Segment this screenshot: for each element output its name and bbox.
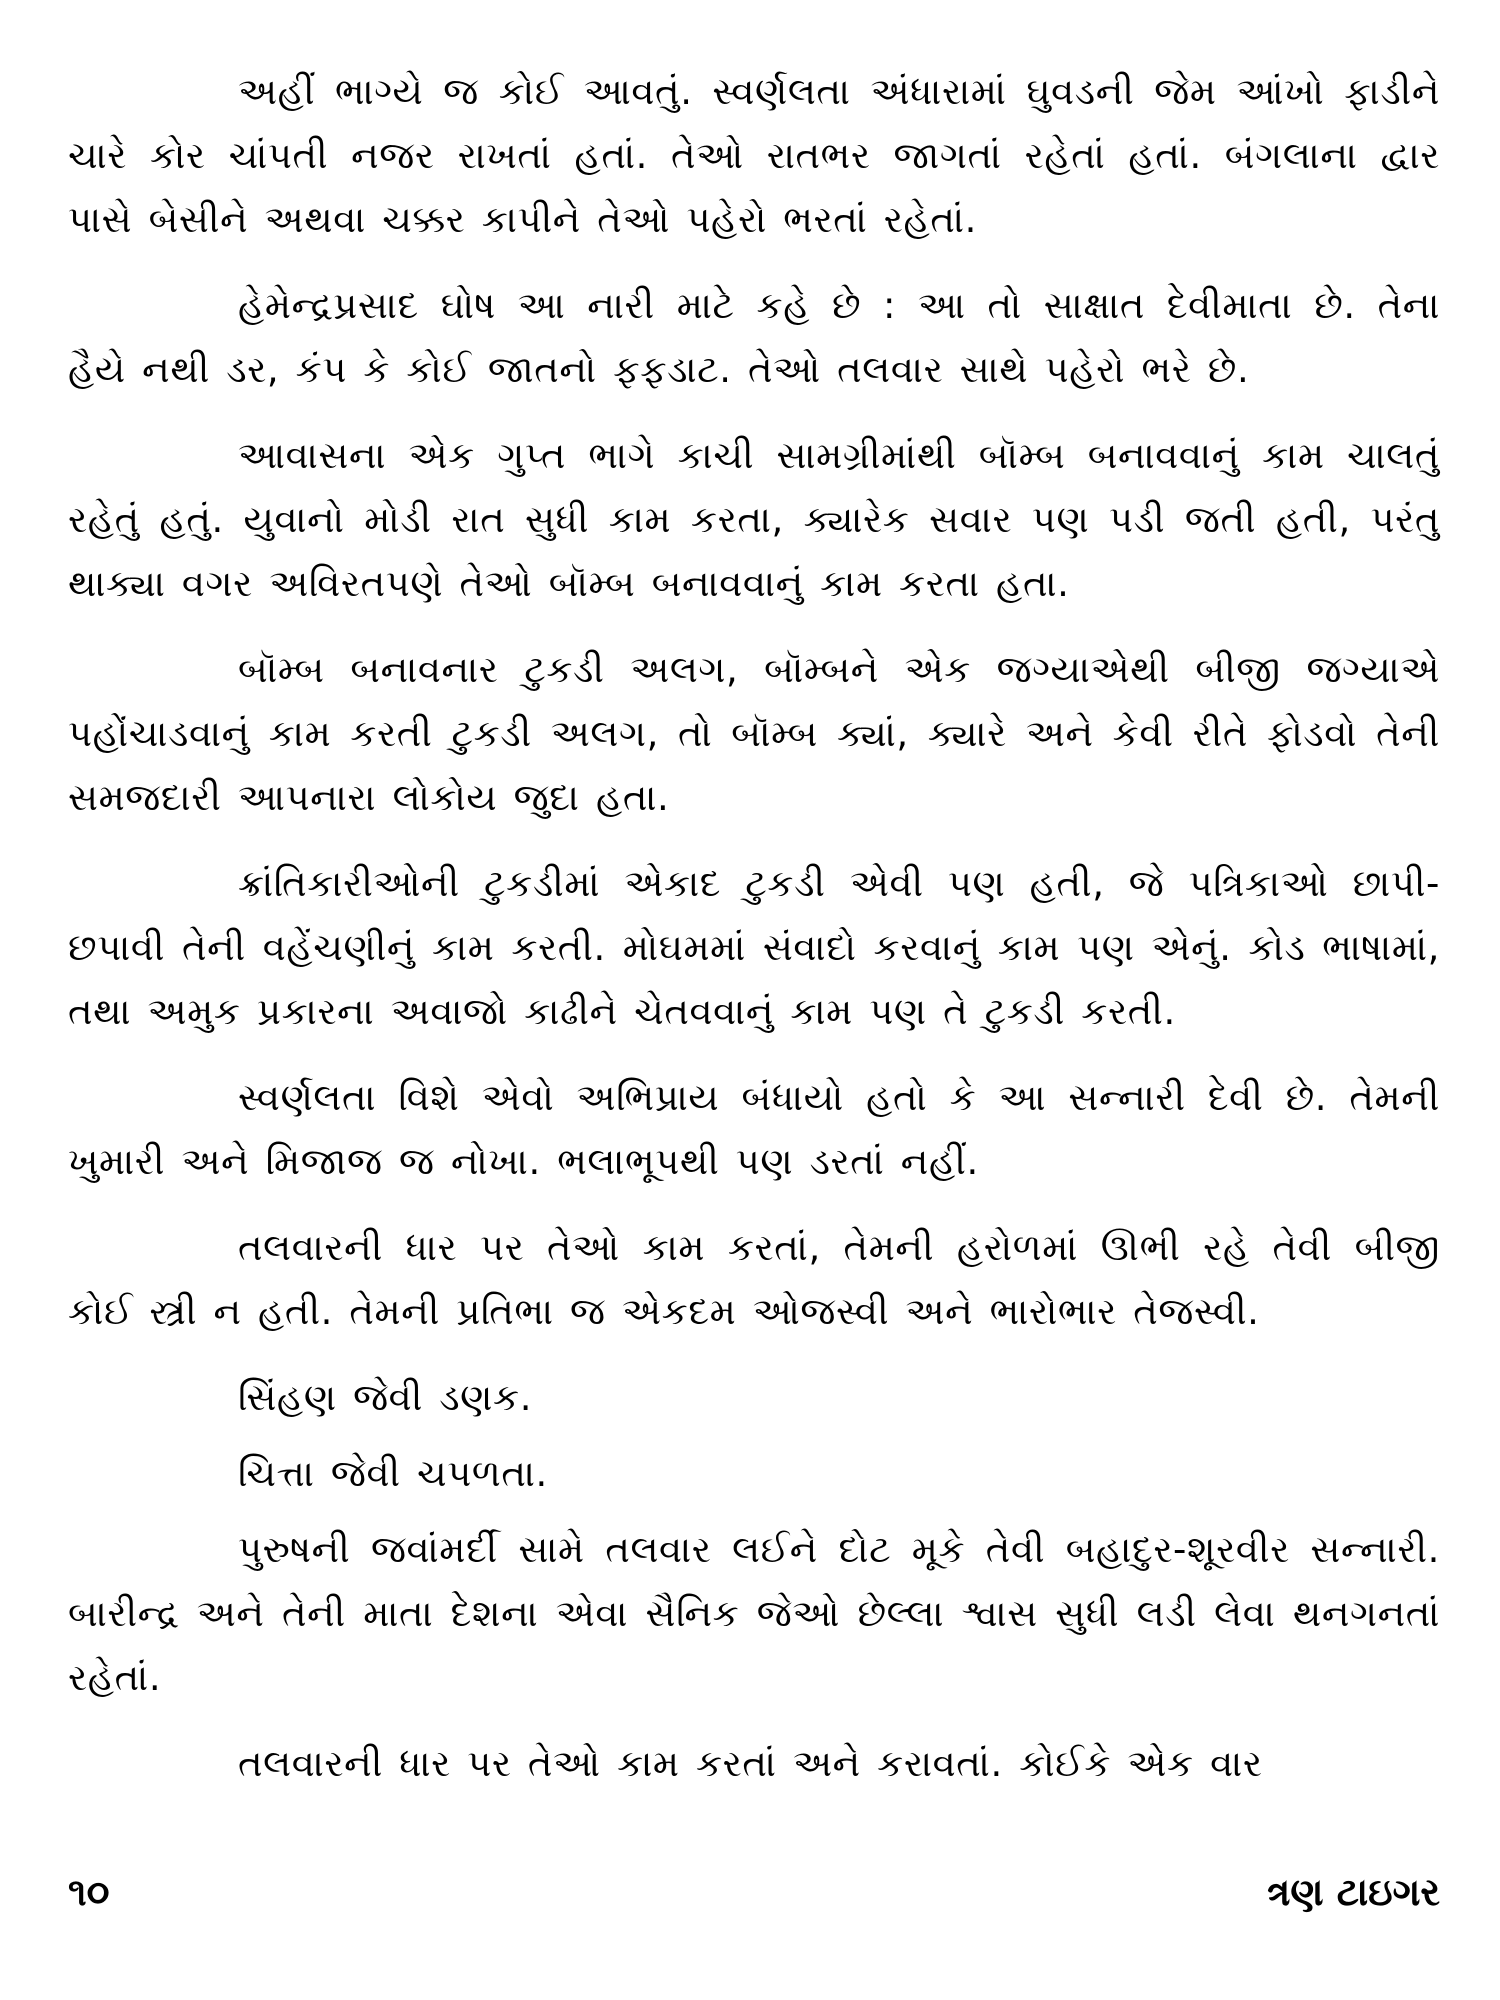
paragraph-continuation: તલવારની ધાર પર તેઓ કામ કરતાં અને કરાવતાં. કોઈકે એક વાર <box>238 1742 1263 1785</box>
paragraph-separate-squads: બૉમ્બ બનાવનાર ટુકડી અલગ, બૉમ્બને એક જગ્યાએથી બીજી જગ્યાએ પહોંચાડવાનું કામ કરતી ટુકડી અલગ, તો બૉમ્બ ક્યાં, ક્યારે અને કેવી રીતે ફોડવો તેની સમજદારી આપનારા લોકોય જુદા હતા. <box>68 648 1440 819</box>
paragraph-hemendraprasad-quote: હેમેન્દ્રપ્રસાદ ઘોષ આ નારી માટે કહે છે : આ તો સાક્ષાત દેવીમાતા છે. તેના હૈયે નથી ડર, કંપ કે કોઈ જાતનો ફફડાટ. તેઓ તલવાર સાથે પહેરો ભરે છે. <box>68 284 1440 391</box>
paragraph-bomb-making: આવાસના એક ગુપ્ત ભાગે કાચી સામગ્રીમાંથી બૉમ્બ બનાવવાનું કામ ચાલતું રહેતું હતું. યુવાનો મોડી રાત સુધી કામ કરતા, ક્યારેક સવાર પણ પડી જતી હતી, પરંતુ થાક્યા વગર અવિરતપણે તેઓ બૉમ્બ બનાવવાનું કામ કરતા હતા. <box>68 434 1440 605</box>
page-body <box>68 60 1440 1818</box>
paragraph-lioness-roar: સિંહણ જેવી ડણક. <box>238 1376 533 1419</box>
paragraph-pamphlet-squad: ક્રાંતિકારીઓની ટુકડીમાં એકાદ ટુકડી એવી પણ હતી, જે પત્રિકાઓ છાપી-છપાવી તેની વહેંચણીનું કામ કરતી. મોઘમમાં સંવાદો કરવાનું કામ પણ એનું. કોડ ભાષામાં, તથા અમુક પ્રકારના અવાજો કાઢીને ચેતવવાનું કામ પણ તે ટુકડી કરતી. <box>68 862 1440 1033</box>
paragraph-swarnalata-goddess: સ્વર્ણલતા વિશે એવો અભિપ્રાય બંધાયો હતો કે આ સન્નારી દેવી છે. તેમની ખુમારી અને મિજાજ જ નોખા. ભલાભૂપથી પણ ડરતાં નહીં. <box>68 1076 1440 1183</box>
running-title: ત્રણ ટાઇગર <box>1267 1870 1440 1914</box>
paragraph-cheetah-agility: ચિત્તા જેવી ચપળતા. <box>238 1452 548 1495</box>
page-footer <box>68 1870 1440 1930</box>
paragraph-sword-edge: તલવારની ધાર પર તેઓ કામ કરતાં, તેમની હરોળમાં ઊભી રહે તેવી બીજી કોઈ સ્ત્રી ન હતી. તેમની પ્રતિભા જ એકદમ ઓજસ્વી અને ભારોભાર તેજસ્વી. <box>68 1226 1440 1333</box>
paragraph-night-watch: અહીં ભાગ્યે જ કોઈ આવતું. સ્વર્ણલતા અંધારામાં ઘુવડની જેમ આંખો ફાડીને ચારે કોર ચાંપતી નજર રાખતાં હતાં. તેઓ રાતભર જાગતાં રહેતાં હતાં. બંગલાના દ્વાર પાસે બેસીને અથવા ચક્કર કાપીને તેઓ પહેરો ભરતાં રહેતાં. <box>68 70 1440 241</box>
paragraph-brave-woman: પુરુષની જવાંમર્દી સામે તલવાર લઈને દોટ મૂકે તેવી બહાદુર-શૂરવીર સન્નારી. બારીન્દ્ર અને તેની માતા દેશના એવા સૈનિક જેઓ છેલ્લા શ્વાસ સુધી લડી લેવા થનગનતાં રહેતાં. <box>68 1528 1440 1699</box>
page-number: ૧૦ <box>68 1870 110 1914</box>
